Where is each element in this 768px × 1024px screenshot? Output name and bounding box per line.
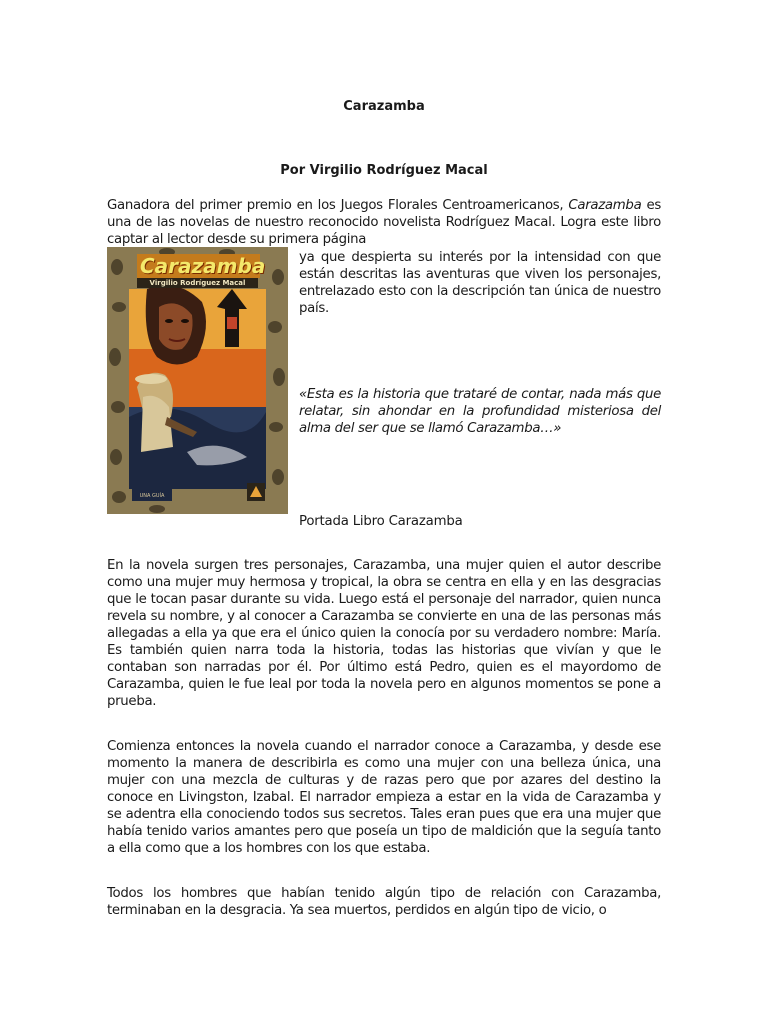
cover-title: Carazamba bbox=[137, 254, 260, 278]
book-cover-image bbox=[107, 247, 288, 514]
intro-paragraph bbox=[107, 197, 661, 248]
cover-caption: Portada Libro Carazamba bbox=[299, 514, 463, 529]
quote-paragraph: «Esta es la historia que trataré de contar, nada más que relatar, sin ahondar en la profundidad misteriosa del alma del ser que se llamó Carazamba…» bbox=[299, 387, 661, 436]
body-paragraph-3: Todos los hombres que habían tenido algún tipo de relación con Carazamba, terminaban en la desgracia. Ya sea muertos, perdidos en algún tipo de vicio, o bbox=[107, 886, 661, 918]
intro-wrap-paragraph: ya que despierta su interés por la intensidad con que están descritas las aventuras que viven los personajes, entrelazado esto con la descripción tan única de nuestro país. bbox=[299, 250, 661, 316]
intro-italic-title: Carazamba bbox=[568, 198, 642, 213]
author-line: Por Virgilio Rodríguez Macal bbox=[280, 163, 488, 178]
intro-lead: Ganadora del primer premio en los Juegos Florales Centroamericanos, bbox=[107, 198, 569, 213]
document-title: Carazamba bbox=[343, 99, 425, 114]
body-paragraph-1: En la novela surgen tres personajes, Carazamba, una mujer quien el autor describe como una mujer muy hermosa y tropical, la obra se centra en ella y en las desgracias que le tocan pasar durante su vida. Luego está el personaje del narrador, quien nunca revela su nombre, y al conocer a Carazamba se convierte en una de las personas más allegadas a ella ya que era el único quien la conocía por su verdadero nombre: María. Es también quien narra toda la historia, todas las historias que vivían y que le contaban son narradas por él. Por último está Pedro, quien es el mayordomo de Carazamba, quien le fue leal por toda la novela pero en algunos momentos se pone a prueba. bbox=[107, 558, 661, 709]
cover-author: Virgilio Rodríguez Macal bbox=[137, 278, 258, 288]
body-paragraph-2: Comienza entonces la novela cuando el narrador conoce a Carazamba, y desde ese momento la manera de describirla es como una mujer con una belleza única, una mujer con una mezcla de culturas y de razas pero que por azares del destino la conoce en Livingston, Izabal. El narrador empieza a estar en la vida de Carazamba y se adentra ella conociendo todos sus secretos. Tales eran pues que era una mujer que había tenido varios amantes pero que poseía un tipo de maldición que la seguía tanto a ella como que a los hombres con los que estaba. bbox=[107, 739, 661, 856]
intro-tail: es una de las novelas de nuestro reconocido novelista Rodríguez Macal. Logra este libro captar al lector desde su primera página bbox=[107, 198, 661, 247]
svg-text:UNA GUÍA: UNA GUÍA bbox=[139, 493, 165, 499]
